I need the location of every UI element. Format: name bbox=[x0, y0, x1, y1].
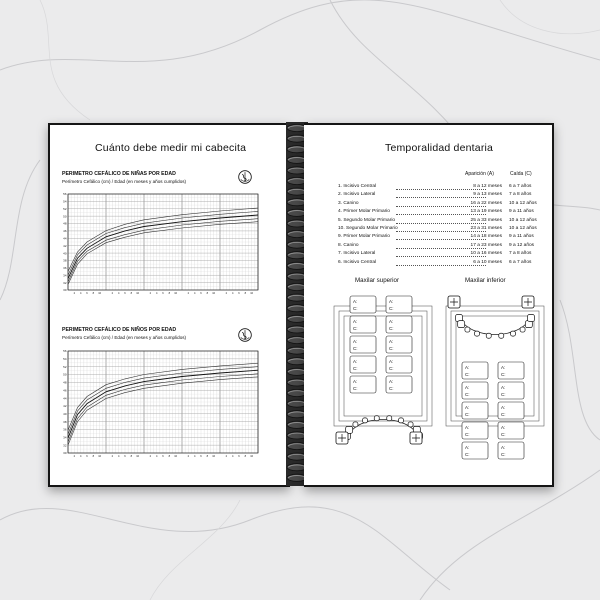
x-tick-label: 4 bbox=[155, 292, 158, 295]
y-tick-label: 56 bbox=[63, 349, 67, 354]
upper-jaw-diagram bbox=[328, 288, 438, 468]
label-a: A: bbox=[501, 365, 506, 370]
x-tick-label: 6 bbox=[162, 292, 164, 295]
x-tick-label: 6 bbox=[124, 455, 126, 458]
x-tick-label: 4 bbox=[193, 292, 196, 295]
y-tick-label: 42 bbox=[63, 243, 67, 248]
y-tick-label: 38 bbox=[63, 258, 67, 263]
tooth-name: 6. Incisivo Central bbox=[338, 259, 377, 265]
y-tick-label: 54 bbox=[63, 357, 67, 362]
x-tick-label: 10 bbox=[98, 455, 102, 458]
tooth-icon bbox=[408, 422, 413, 427]
label-c: C: bbox=[465, 452, 470, 457]
label-a: A: bbox=[501, 445, 506, 450]
y-tick-label: 54 bbox=[63, 199, 67, 204]
y-tick-label: 36 bbox=[63, 266, 67, 271]
x-tick-label: 2 bbox=[73, 455, 76, 458]
x-tick-label: 8 bbox=[92, 292, 95, 295]
label-c: C: bbox=[389, 306, 394, 311]
label-a: A: bbox=[465, 425, 470, 430]
table-row bbox=[338, 234, 570, 242]
x-tick-label: 8 bbox=[92, 455, 95, 458]
x-tick-label: 8 bbox=[206, 455, 209, 458]
y-tick-label: 48 bbox=[63, 380, 67, 385]
aparicion-value: 13 a 19 meses bbox=[470, 209, 502, 215]
label-c: C: bbox=[389, 366, 394, 371]
chart-boys-heading: PERIMETRO CEFÁLICO DE NIÑOS POR EDAD bbox=[62, 327, 177, 333]
x-tick-label: 10 bbox=[174, 292, 178, 295]
y-tick-label: 52 bbox=[63, 364, 67, 369]
x-tick-label: 10 bbox=[212, 455, 216, 458]
y-tick-label: 38 bbox=[63, 419, 67, 424]
x-tick-label: 2 bbox=[111, 455, 114, 458]
tooth-icon bbox=[486, 333, 491, 338]
label-a: A: bbox=[465, 445, 470, 450]
label-c: C: bbox=[389, 346, 394, 351]
x-tick-label: 10 bbox=[212, 292, 216, 295]
x-tick-label: 2 bbox=[225, 455, 228, 458]
tooth-name: 5. Segundo Molar Primario bbox=[338, 217, 396, 223]
y-tick-label: 32 bbox=[63, 443, 67, 448]
x-tick-label: 8 bbox=[130, 455, 133, 458]
column-header-aparicion: Aparición (A) bbox=[465, 171, 494, 177]
label-a: A: bbox=[389, 319, 394, 324]
tooth-icon bbox=[528, 315, 535, 322]
chart-girls bbox=[60, 190, 268, 300]
tooth-name: 2. Incisivo Lateral bbox=[338, 192, 376, 198]
x-tick-label: 8 bbox=[206, 292, 209, 295]
column-header-caida: Caída (C) bbox=[510, 171, 532, 177]
x-tick-label: 6 bbox=[200, 292, 202, 295]
x-tick-label: 4 bbox=[117, 455, 120, 458]
tooth-icon bbox=[363, 418, 368, 423]
label-a: A: bbox=[389, 339, 394, 344]
tooth-icon bbox=[465, 327, 470, 332]
x-tick-label: 4 bbox=[79, 455, 82, 458]
x-tick-label: 4 bbox=[155, 455, 158, 458]
label-a: A: bbox=[465, 365, 470, 370]
caida-value: 10 a 12 años bbox=[509, 200, 537, 206]
table-row bbox=[338, 260, 570, 268]
label-c: C: bbox=[353, 326, 358, 331]
label-c: C: bbox=[353, 386, 358, 391]
lower-jaw-diagram bbox=[440, 288, 550, 468]
label-a: A: bbox=[501, 425, 506, 430]
x-tick-label: 8 bbox=[168, 455, 171, 458]
x-tick-label: 2 bbox=[111, 292, 114, 295]
y-tick-label: 40 bbox=[63, 411, 67, 416]
label-a: A: bbox=[353, 299, 358, 304]
aparicion-value: 14 a 18 meses bbox=[470, 234, 502, 240]
label-a: A: bbox=[353, 359, 358, 364]
tooth-icon bbox=[511, 331, 516, 336]
label-a: A: bbox=[353, 379, 358, 384]
x-tick-label: 6 bbox=[238, 292, 240, 295]
label-c: C: bbox=[501, 372, 506, 377]
aparicion-value: 8 a 12 meses bbox=[473, 184, 502, 189]
x-tick-label: 6 bbox=[124, 292, 126, 295]
x-tick-label: 10 bbox=[136, 455, 140, 458]
caida-value: 9 a 11 años bbox=[509, 209, 534, 215]
dental-arch bbox=[348, 420, 418, 437]
label-c: C: bbox=[465, 432, 470, 437]
x-tick-label: 4 bbox=[117, 292, 120, 295]
tooth-name: 4. Primer Molar Primario bbox=[338, 209, 390, 215]
label-c: C: bbox=[501, 412, 506, 417]
y-tick-label: 50 bbox=[63, 214, 67, 219]
x-tick-label: 8 bbox=[244, 455, 247, 458]
x-tick-label: 6 bbox=[200, 455, 202, 458]
y-tick-label: 30 bbox=[63, 288, 67, 293]
aparicion-value: 6 a 10 meses bbox=[473, 259, 502, 265]
caida-value: 10 a 12 años bbox=[509, 217, 537, 223]
y-tick-label: 34 bbox=[63, 273, 67, 278]
caida-value: 7 a 8 años bbox=[509, 192, 532, 198]
y-tick-label: 40 bbox=[63, 251, 67, 256]
y-tick-label: 44 bbox=[63, 236, 67, 241]
y-tick-label: 46 bbox=[63, 388, 67, 393]
y-tick-label: 30 bbox=[63, 451, 67, 456]
chart-boys bbox=[60, 347, 268, 463]
label-a: A: bbox=[389, 379, 394, 384]
tooth-icon bbox=[374, 416, 379, 421]
label-c: C: bbox=[465, 372, 470, 377]
x-tick-label: 2 bbox=[149, 292, 152, 295]
table-row bbox=[338, 209, 570, 217]
connector-frame bbox=[334, 306, 432, 426]
x-tick-label: 6 bbox=[86, 292, 88, 295]
tooth-name: 10. Segundo Molar Primario bbox=[338, 226, 398, 231]
table-row bbox=[338, 192, 570, 200]
x-tick-label: 10 bbox=[174, 455, 178, 458]
y-tick-label: 50 bbox=[63, 372, 67, 377]
label-c: C: bbox=[353, 366, 358, 371]
caida-value: 9 a 11 años bbox=[509, 234, 534, 240]
who-emblem-icon bbox=[238, 170, 252, 184]
x-tick-label: 8 bbox=[168, 292, 171, 295]
label-c: C: bbox=[501, 432, 506, 437]
y-tick-label: 52 bbox=[63, 206, 67, 211]
tooth-icon bbox=[475, 331, 480, 336]
label-a: A: bbox=[389, 299, 394, 304]
label-c: C: bbox=[389, 386, 394, 391]
x-tick-label: 10 bbox=[250, 455, 254, 458]
label-a: A: bbox=[465, 385, 470, 390]
aparicion-value: 25 a 33 meses bbox=[470, 217, 502, 223]
label-c: C: bbox=[353, 306, 358, 311]
x-tick-label: 6 bbox=[162, 455, 164, 458]
y-tick-label: 32 bbox=[63, 280, 67, 285]
tooth-icon bbox=[520, 327, 525, 332]
tooth-icon bbox=[458, 321, 465, 328]
label-c: C: bbox=[389, 326, 394, 331]
label-c: C: bbox=[501, 392, 506, 397]
tooth-icon bbox=[353, 422, 358, 427]
table-row bbox=[338, 218, 570, 226]
caida-value: 7 a 8 años bbox=[509, 251, 532, 257]
tooth-name: 8. Canino bbox=[338, 242, 359, 248]
x-tick-label: 10 bbox=[136, 292, 140, 295]
x-tick-label: 2 bbox=[187, 455, 190, 458]
label-a: A: bbox=[465, 405, 470, 410]
who-emblem-icon bbox=[238, 328, 252, 342]
x-tick-label: 2 bbox=[73, 292, 76, 295]
aparicion-value: 9 a 13 meses bbox=[473, 192, 502, 198]
x-tick-label: 6 bbox=[238, 455, 240, 458]
y-tick-label: 44 bbox=[63, 396, 67, 401]
y-tick-label: 36 bbox=[63, 427, 67, 432]
tooth-name: 1. Incisivo Central bbox=[338, 184, 377, 189]
label-c: C: bbox=[501, 452, 506, 457]
y-tick-label: 34 bbox=[63, 435, 67, 440]
right-page-title: Temporalidad dentaria bbox=[385, 142, 494, 154]
aparicion-value: 16 a 22 meses bbox=[470, 200, 502, 206]
chart-girls-heading: PERIMETRO CEFÁLICO DE NIÑAS POR EDAD bbox=[62, 171, 176, 177]
y-tick-label: 46 bbox=[63, 229, 67, 234]
x-tick-label: 2 bbox=[225, 292, 228, 295]
x-tick-label: 10 bbox=[98, 292, 102, 295]
aparicion-value: 17 a 23 meses bbox=[470, 242, 502, 248]
x-tick-label: 8 bbox=[130, 292, 133, 295]
label-a: A: bbox=[389, 359, 394, 364]
tooth-name: 3. Canino bbox=[338, 200, 359, 206]
x-tick-label: 4 bbox=[193, 455, 196, 458]
label-a: A: bbox=[353, 339, 358, 344]
x-tick-label: 10 bbox=[250, 292, 254, 295]
lower-jaw-label: Maxilar inferior bbox=[465, 277, 506, 284]
x-tick-label: 8 bbox=[244, 292, 247, 295]
y-tick-label: 48 bbox=[63, 221, 67, 226]
y-tick-label: 42 bbox=[63, 404, 67, 409]
table-row bbox=[338, 251, 570, 259]
label-a: A: bbox=[501, 405, 506, 410]
x-tick-label: 4 bbox=[231, 292, 234, 295]
tooth-icon bbox=[387, 416, 392, 421]
label-a: A: bbox=[353, 319, 358, 324]
caida-value: 9 a 12 años bbox=[509, 242, 535, 248]
caida-value: 6 a 7 años bbox=[509, 184, 532, 189]
tooth-name: 7. Incisivo Lateral bbox=[338, 251, 376, 257]
y-tick-label: 56 bbox=[63, 192, 67, 197]
table-row bbox=[338, 243, 570, 251]
aparicion-value: 10 a 16 meses bbox=[470, 251, 502, 257]
x-tick-label: 2 bbox=[149, 455, 152, 458]
tooth-icon bbox=[499, 333, 504, 338]
chart-boys-subheading: Perímetro Cefálico (cm) / Edad (en meses y años cumplidos) bbox=[62, 335, 187, 340]
chart-girls-subheading: Perímetro Cefálico (cm) / Edad (en meses y años cumplidos) bbox=[62, 179, 187, 184]
label-c: C: bbox=[465, 392, 470, 397]
caida-value: 10 a 12 años bbox=[509, 226, 537, 231]
table-row bbox=[338, 201, 570, 209]
tooth-icon bbox=[399, 418, 404, 423]
x-tick-label: 4 bbox=[231, 455, 234, 458]
left-page-title: Cuánto debe medir mi cabecita bbox=[95, 142, 247, 154]
table-row bbox=[338, 226, 570, 234]
x-tick-label: 4 bbox=[79, 292, 82, 295]
caida-value: 6 a 7 años bbox=[509, 259, 532, 265]
label-a: A: bbox=[501, 385, 506, 390]
label-c: C: bbox=[465, 412, 470, 417]
x-tick-label: 6 bbox=[86, 455, 88, 458]
tooth-name: 9. Primer Molar Primario bbox=[338, 234, 390, 240]
upper-jaw-label: Maxilar superior bbox=[355, 277, 400, 284]
x-tick-label: 2 bbox=[187, 292, 190, 295]
label-c: C: bbox=[353, 346, 358, 351]
dental-arch bbox=[460, 318, 530, 335]
table-row bbox=[338, 184, 570, 192]
aparicion-value: 23 a 31 meses bbox=[470, 226, 502, 231]
